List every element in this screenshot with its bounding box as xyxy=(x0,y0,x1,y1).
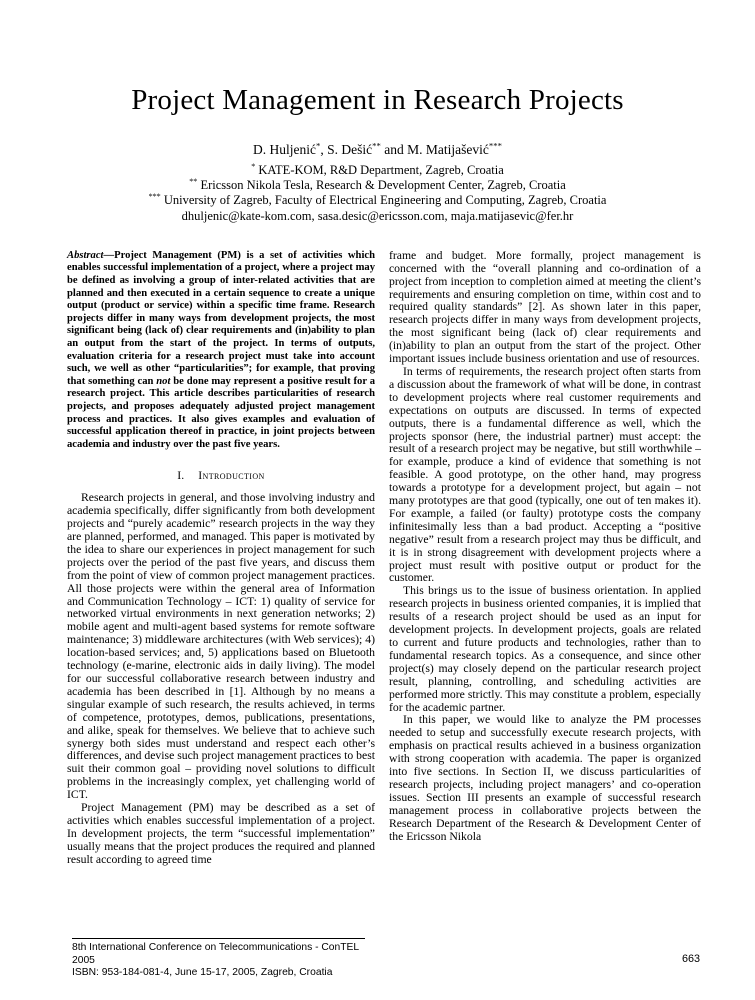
authors-line xyxy=(0,142,755,158)
left-paragraph-1: Research projects in general, and those involving industry and academia specifically, differ significantly from both development projects and “purely academic” research projects in the way they are planned, performed, and managed. This paper is motivated by the idea to share our experiences in project management for such projects over the period of the past five years, and discuss them from the point of view of common project management practices. All those projects were within the general area of Information and Communication Technology – ICT: 1) quality of service for networked virtual environments in next generation networks; 2) mobile agent and multi-agent based systems for remote software maintenance; 3) middleware architectures (with Web services); 4) location-based services; and, 5) applications based on Bluetooth technology (e-marine, electronic aids in daily living). The model for our successful collaborative research between industry and academia has been described in [1]. Although by no means a singular example of such research, the results achieved, in terms of competence, prototypes, demos, publications, presentations, and alike, speak for themselves. We believe that to achieve such synergy both sides must understand and respect each other’s differences, and devise such project management practices to best suit their common goal – providing novel solutions to difficult problems in the increasingly complex, yet challenging world of ICT. xyxy=(67,491,375,802)
author-emails: dhuljenic@kate-kom.com, sasa.desic@ericsson.com, maja.matijasevic@fer.hr xyxy=(181,208,574,223)
abstract-emphasis-word: not xyxy=(156,375,171,387)
page-footer xyxy=(67,938,700,980)
author-name-3: and M. Matijašević xyxy=(380,142,489,157)
right-paragraph-4: In this paper, we would like to analyze the PM processes needed to setup and successfully execute research projects, with emphasis on practical results achieved in a business organization with strong cooperation with academia. The paper is organized into five sections. In Section II, we discuss particularities of research projects, including project managers’ and co-operation issues. Section III presents an example of successful research management process in collaborative projects between the Research Department of the Research & Development Center of the Ericsson Nikola xyxy=(389,713,701,843)
affiliation-2 xyxy=(0,178,755,193)
section-1-title: Introduction xyxy=(198,468,265,483)
right-column xyxy=(389,250,701,844)
affiliation-2-marker: ** xyxy=(189,177,198,187)
abstract-paragraph xyxy=(67,250,375,452)
footer-isbn-line: ISBN: 953-184-081-4, June 15-17, 2005, Zagreb, Croatia xyxy=(72,967,333,979)
author-affil-marker-1: * xyxy=(315,140,321,151)
author-name-2: , S. Dešić xyxy=(320,142,373,157)
section-1-number: I. xyxy=(177,468,185,483)
abstract-text-1: —Project Management (PM) is a set of activities which enables successful implementation of a project, where a project may be defined as involving a group of inter-related activities that are planned and then executed in a certain sequence to create a unique output (product or service) within a specific time frame. Research projects differ in many ways from development projects, the most significant being (lack of) clear requirements and (in)ability to plan an output from the start of the project. In terms of outputs, evaluation criteria for a research project must take into account such, we well as other “particularities”; for example, that proving that something can xyxy=(67,249,375,387)
abstract-text-2: be done may represent a positive result for a research project. This article describes particularities of research projects, and proposes adequately adjusted project management process and practices. It also gives examples and evaluation of successful application thereof in practice, in joint projects between academia and industry over the past five years. xyxy=(67,375,376,450)
affiliation-3-marker: *** xyxy=(148,192,161,202)
right-paragraph-3: This brings us to the issue of business orientation. In applied research projects in business oriented companies, it is implied that results of a research project should be used as an input for development projects. In development projects, goals are related to current and future products and technologies, rather than to fundamental research topics. As a consequence, and since other project(s) may closely depend on the particular research project result, planning, controlling, and scheduling activities are performed more strictly. This may constitute a problem, especially for the academic partner. xyxy=(389,584,701,714)
right-paragraph-2: In terms of requirements, the research project often starts from a discussion about the framework of what will be done, in contrast to development projects where real customer requirements and expectations on outputs are discussed. In terms of expected outputs, there is a fundamental difference as well, which the projects sponsor (here, the industrial partner) must accept: the result of a research project may be negative, but still worthwhile – for example, produce a kind of evidence that something is not feasible. A good prototype, on the other hand, may progress towards a prototype for a development project, but again – not many prototypes are that good (typically, one out of ten makes it). For example, a failed (or faulty) prototype costs the company infinitesimally less than a bad product. Accepting a “positive negative” result from a research project may thus be difficult, and it is in strong disagreement with development projects where a project must result with positive output or product for the customer. xyxy=(389,364,701,585)
section-1-heading xyxy=(67,468,375,483)
affiliation-3-text: University of Zagreb, Faculty of Electrical Engineering and Computing, Zagreb, Croatia xyxy=(160,193,607,208)
affiliation-3 xyxy=(0,193,755,208)
affiliations-block xyxy=(0,163,755,224)
footer-conference-line: 8th International Conference on Telecommunications - ConTEL 2005 xyxy=(72,942,359,966)
author-affil-marker-3: *** xyxy=(488,140,503,151)
affiliation-1-text: KATE-KOM, R&D Department, Zagreb, Croatia xyxy=(255,163,504,177)
left-paragraph-2: Project Management (PM) may be described as a set of activities which enables successful implementation of a project. In development projects, the term “successful implementation” usually means that the project produces the required and planned result according to agreed time xyxy=(67,801,375,866)
affiliation-1-marker: * xyxy=(251,161,256,171)
left-column xyxy=(67,250,375,867)
author-name-1: D. Huljenić xyxy=(252,142,316,157)
affiliation-2-text: Ericsson Nikola Tesla, Research & Development Center, Zagreb, Croatia xyxy=(197,178,566,193)
right-paragraph-1: frame and budget. More formally, project management is concerned with the “overall planning and co-ordination of a project from inception to completion aimed at meeting the client’s requirements and ensuring completion on time, within cost and to required quality standards” [2]. As shown later in this paper, research projects differ in many ways from development projects, the most significant being (lack of) clear requirements and (in)ability to plan an output from the start of the project. Other important issues include business orientation and use of resources. xyxy=(389,248,701,366)
abstract-label: Abstract xyxy=(67,249,104,261)
affiliation-1 xyxy=(0,163,755,178)
author-affil-marker-2: ** xyxy=(372,140,381,151)
footer-conference-info xyxy=(72,938,365,980)
paper-title: Project Management in Research Projects xyxy=(131,84,624,116)
page-number: 663 xyxy=(681,952,700,965)
two-column-body xyxy=(0,250,755,867)
